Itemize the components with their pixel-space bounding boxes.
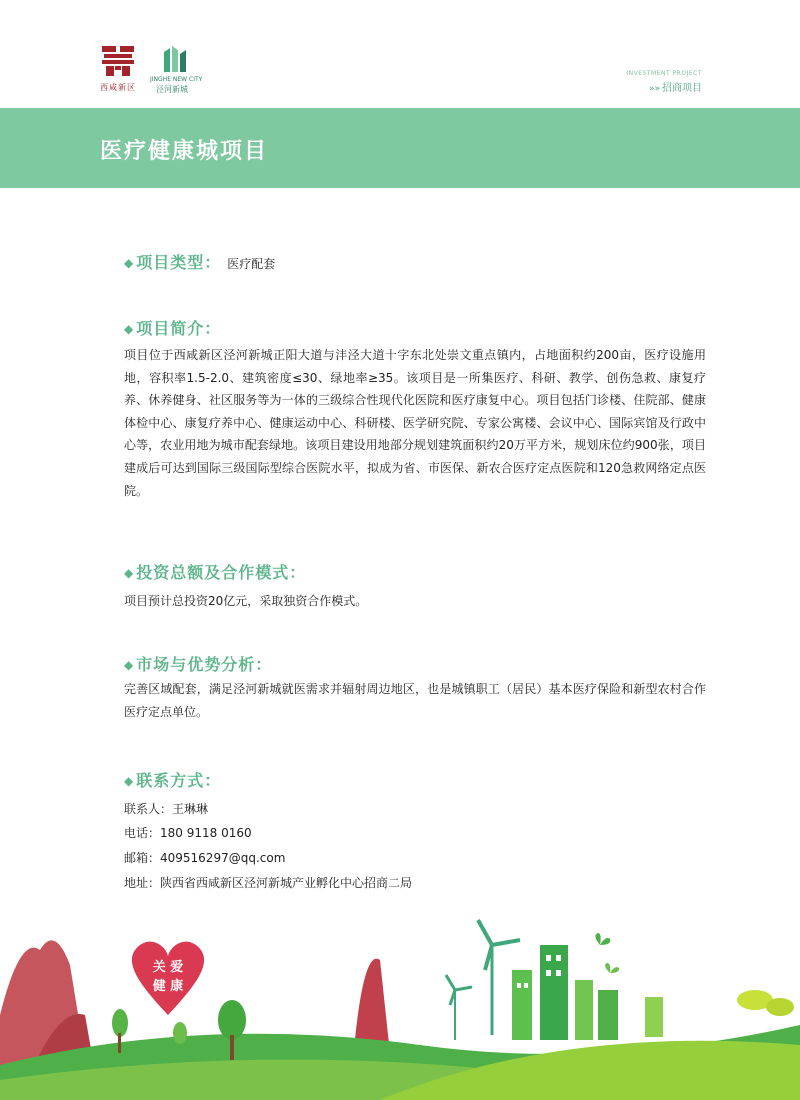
section-contact-heading [124, 768, 221, 791]
footer-landscape-illustration [0, 905, 800, 1100]
contact-email: 邮箱：409516297@qq.com [124, 851, 286, 865]
invest-cn: 招商项目 [662, 83, 702, 94]
xixian-logo [100, 44, 144, 94]
investment-project-tag [626, 70, 702, 94]
title-banner [0, 108, 800, 188]
building-icon [512, 970, 532, 1040]
invest-text: 项目预计总投资20亿元，采取独资合作模式。 [124, 594, 368, 608]
tree-icon [112, 1009, 128, 1037]
contact-phone: 电话：180 9118 0160 [124, 826, 252, 840]
xixian-logo-icon [100, 44, 136, 78]
arrows-icon: »» [648, 84, 660, 94]
jinghe-logo-icon [162, 44, 188, 74]
intro-paragraph: 项目位于西咸新区泾河新城正阳大道与沣泾大道十字东北处崇文重点镇内，占地面积约200亩，医疗设施用地，容积率1.5-2.0、建筑密度≤30、绿地率≥35。该项目是一所集医疗、科研、教学、创伤急救、康复疗养、休养健身、社区服务等为一体的三级综合性现代化医院和医疗康复中心。项目包括门诊楼、住院部、健康体检中心、康复疗养中心、健康运动中心、科研楼、医学研究院、专家公寓楼、会议中心、国际宾馆及行政中心等，农业用地为城市配套绿地。该项目建设用地部分规划建筑面积约20万平方米，规划床位约900张，项目建成后可达到国际三级国际型综合医院水平，拟成为省、市医保、新农合医疗定点医院和120急救网络定点医院。 [124, 348, 706, 498]
contact-address: 地址：陕西省西咸新区泾河新城产业孵化中心招商二局 [124, 876, 413, 890]
section-intro-heading [124, 316, 221, 339]
section-market-heading [124, 652, 272, 675]
invest-heading-text: 投资总额及合作模式： [136, 563, 307, 582]
building-icon [540, 945, 568, 1040]
building-icon [645, 997, 663, 1037]
invest-cn-row [626, 79, 702, 94]
wind-turbine-icon [478, 920, 520, 970]
contact-person: 联系人：王琳琳 [124, 802, 209, 816]
contact-heading-text: 联系方式： [136, 771, 222, 790]
type-heading-text: 项目类型： [136, 253, 222, 272]
heart-text-line2: 健 康 [152, 979, 184, 994]
building-icon [575, 980, 593, 1040]
type-value: 医疗配套 [227, 257, 276, 271]
butterfly-icon [595, 933, 610, 945]
butterfly-icon [605, 963, 619, 973]
section-type-heading [124, 250, 275, 273]
section-invest-heading [124, 560, 306, 583]
building-icon [598, 990, 618, 1040]
diamond-icon: ◆ [124, 322, 135, 336]
market-heading-text: 市场与优势分析： [136, 655, 273, 674]
bush-icon [766, 998, 794, 1016]
invest-en: INVESTMENT PROJECT [626, 70, 702, 77]
diamond-icon: ◆ [124, 658, 135, 672]
diamond-icon: ◆ [124, 566, 135, 580]
jinghe-logo-en: JINGHE NEW CITY [150, 76, 203, 83]
market-paragraph: 完善区域配套，满足泾河新城就医需求并辐射周边地区，也是城镇职工（居民）基本医疗保险和新型农村合作医疗定点单位。 [124, 682, 706, 719]
page-title: 医疗健康城项目 [100, 138, 269, 164]
page-header [0, 0, 800, 108]
jinghe-logo [150, 44, 210, 94]
diamond-icon: ◆ [124, 256, 135, 270]
tree-icon [218, 1000, 246, 1040]
wind-turbine-icon [446, 975, 472, 1005]
jinghe-logo-cn: 泾河新城 [156, 85, 188, 94]
xixian-logo-caption: 西咸新区 [100, 83, 136, 92]
heart-text-line1: 关 爱 [152, 960, 184, 975]
diamond-icon: ◆ [124, 774, 135, 788]
tree-icon [173, 1022, 187, 1044]
intro-heading-text: 项目简介： [136, 319, 222, 338]
